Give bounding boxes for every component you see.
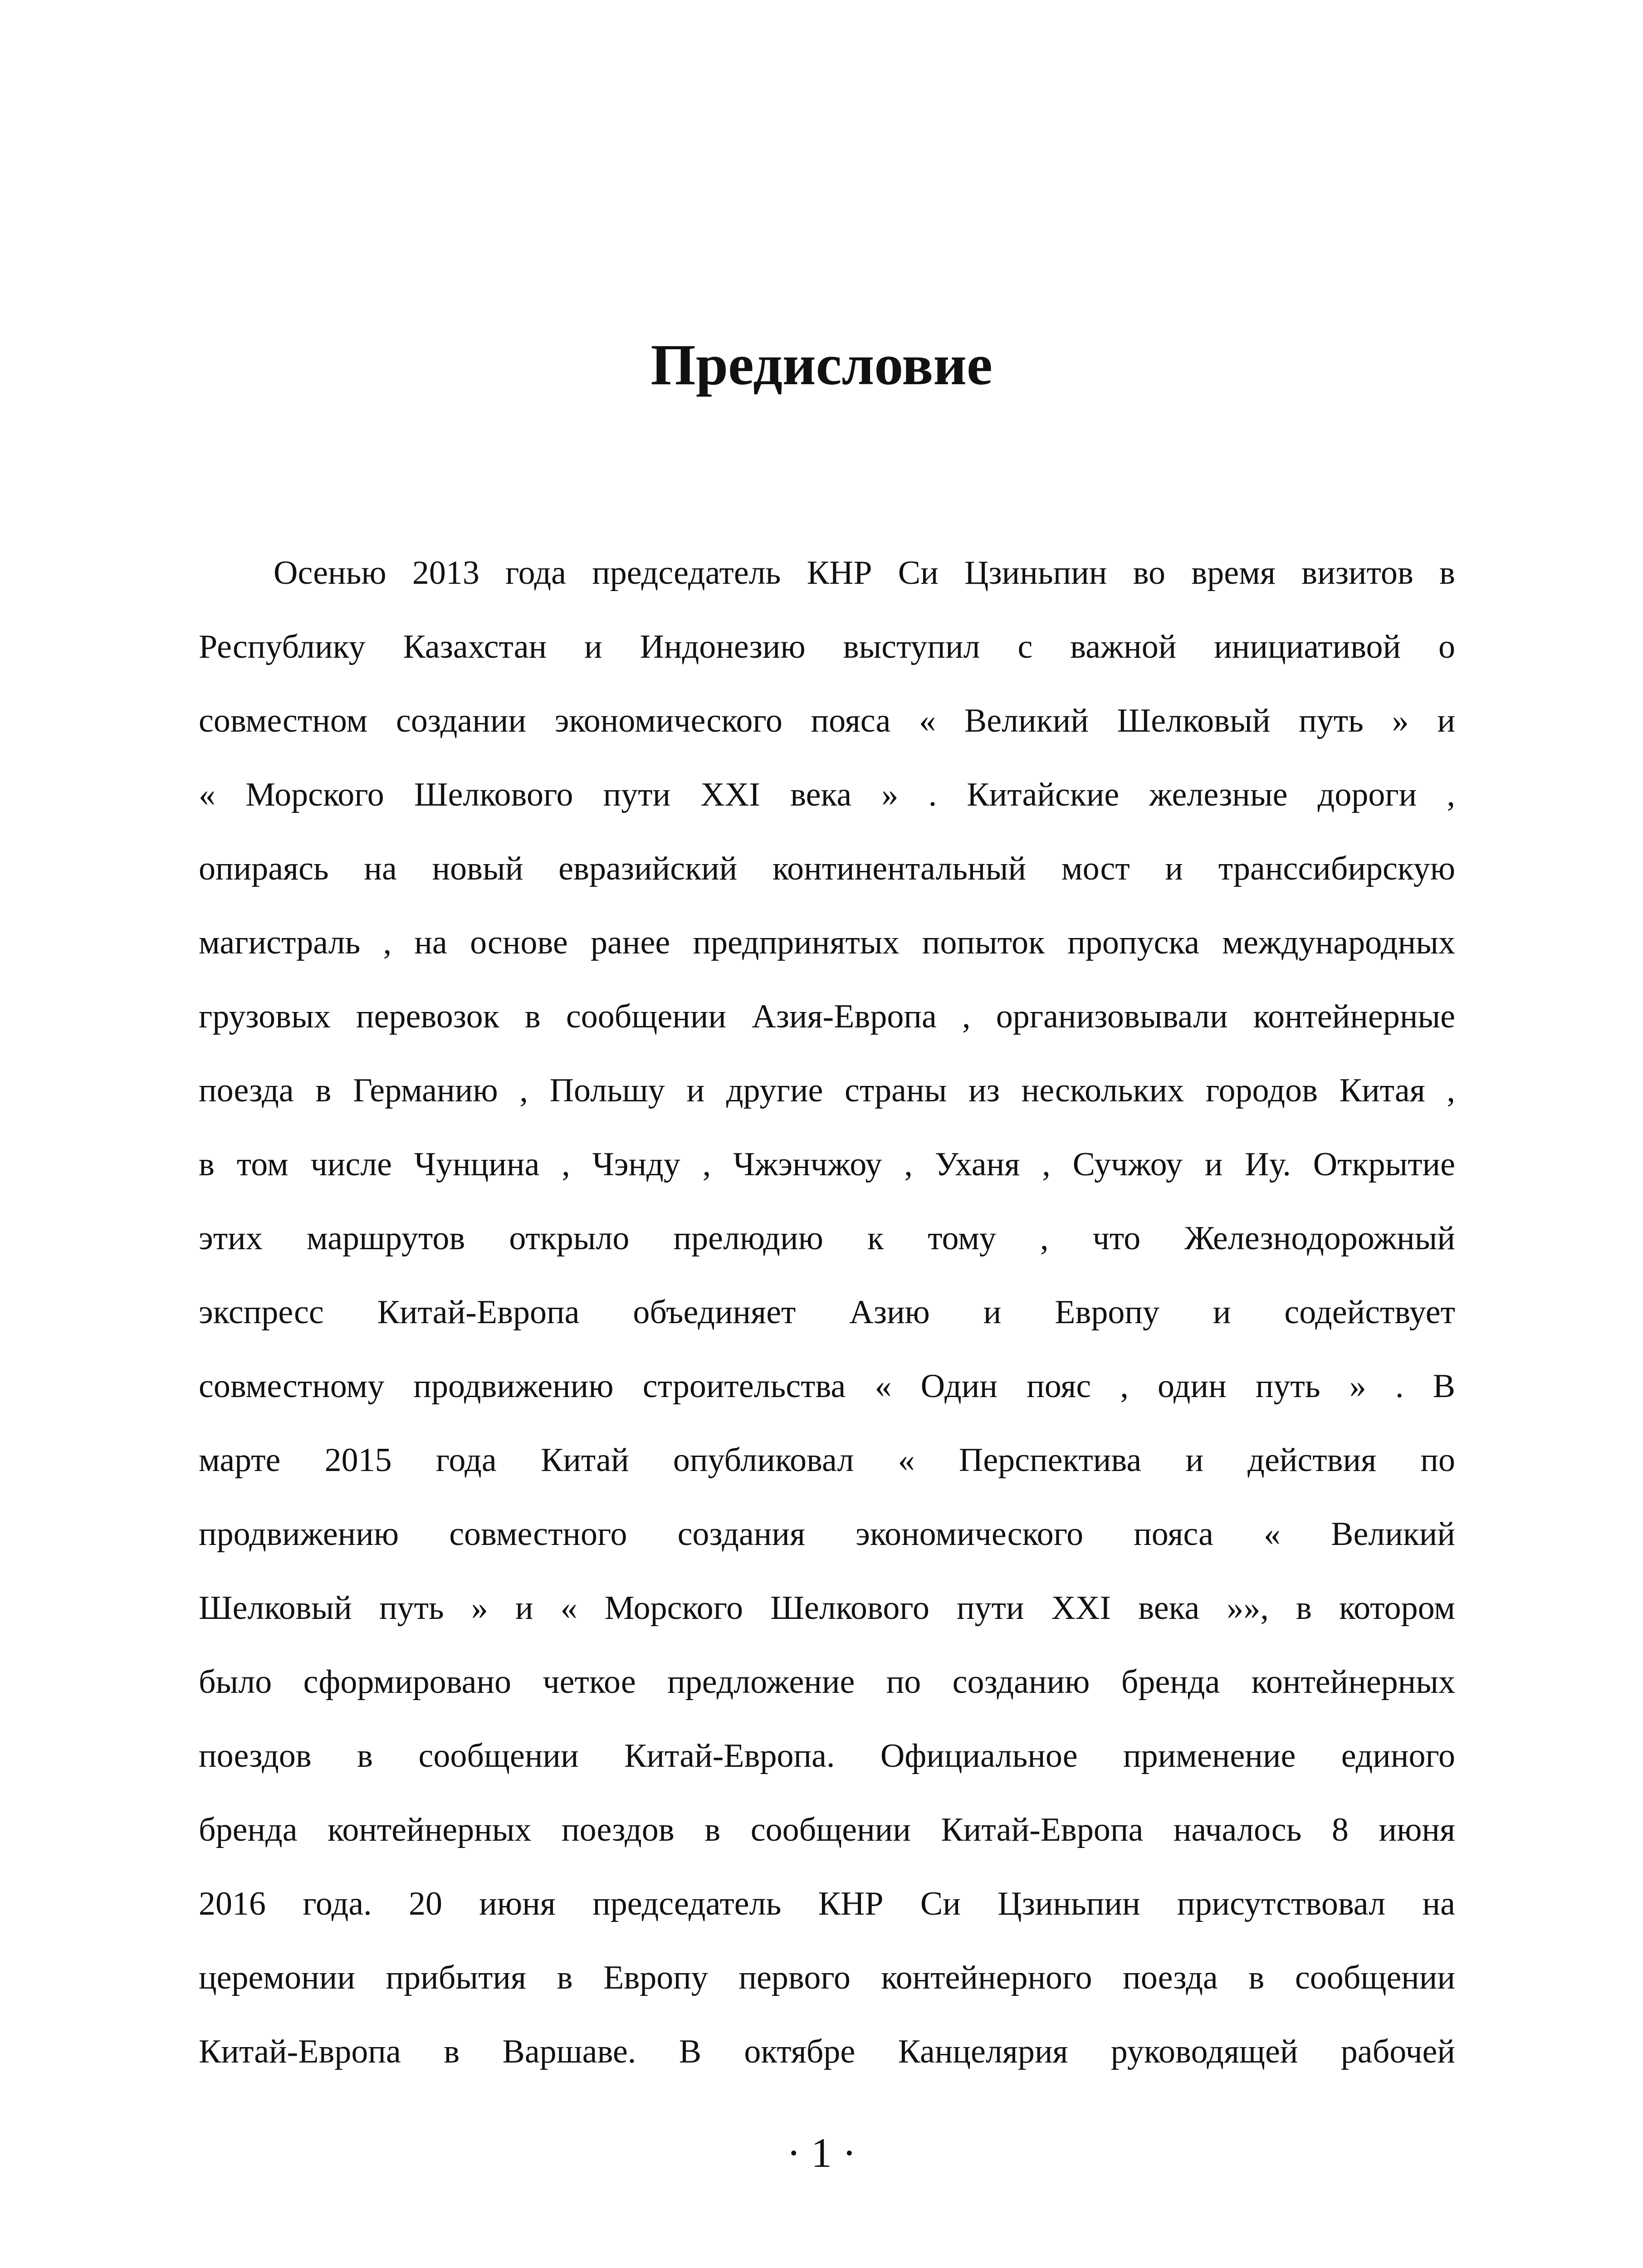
text-line: Шелковый путь » и « Морского Шелкового пути XXI века »», в котором: [199, 1589, 1455, 1627]
text-line: совместному продвижению строительства « Один пояс , один путь » . В: [199, 1368, 1455, 1405]
text-line: опираясь на новый евразийский континентальный мост и транссибирскую: [199, 850, 1455, 887]
text-line: поездов в сообщении Китай-Европа. Официальное применение единого: [199, 1737, 1455, 1774]
text-line: поезда в Германию , Польшу и другие страны из нескольких городов Китая ,: [199, 1072, 1455, 1109]
page-number: · 1 ·: [787, 2130, 856, 2176]
text-line: 2016 года. 20 июня председатель КНР Си Цзиньпин присутствовал на: [199, 1885, 1455, 1922]
text-line: Китай-Европа в Варшаве. В октябре Канцелярия руководящей рабочей: [199, 2033, 1455, 2070]
text-line: марте 2015 года Китай опубликовал « Перспектива и действия по: [199, 1442, 1455, 1479]
text-line: магистраль , на основе ранее предпринятых попыток пропуска международных: [199, 924, 1455, 961]
text-line: было сформировано четкое предложение по созданию бренда контейнерных: [199, 1663, 1455, 1701]
text-line: совместном создании экономического пояса « Великий Шелковый путь » и: [199, 702, 1455, 739]
page-title: Предисловие: [650, 332, 993, 397]
text-line: « Морского Шелкового пути XXI века » . Китайские железные дороги ,: [199, 776, 1455, 813]
text-line: бренда контейнерных поездов в сообщении Китай-Европа началось 8 июня: [199, 1811, 1455, 1848]
text-line: Осенью 2013 года председатель КНР Си Цзиньпин во время визитов в: [274, 554, 1455, 591]
text-line: продвижению совместного создания экономического пояса « Великий: [199, 1515, 1455, 1553]
text-line: грузовых перевозок в сообщении Азия-Европа , организовывали контейнерные: [199, 998, 1455, 1035]
text-line: Республику Казахстан и Индонезию выступил с важной инициативой о: [199, 628, 1455, 665]
text-line: этих маршрутов открыло прелюдию к тому , что Железнодорожный: [199, 1220, 1455, 1257]
text-line: церемонии прибытия в Европу первого контейнерного поезда в сообщении: [199, 1959, 1455, 1996]
body-text: [199, 548, 1455, 2101]
text-line: экспресс Китай-Европа объединяет Азию и Европу и содействует: [199, 1294, 1455, 1331]
text-line: в том числе Чунцина , Чэнду , Чжэнчжоу , Уханя , Сучжоу и Иу. Открытие: [199, 1146, 1455, 1183]
